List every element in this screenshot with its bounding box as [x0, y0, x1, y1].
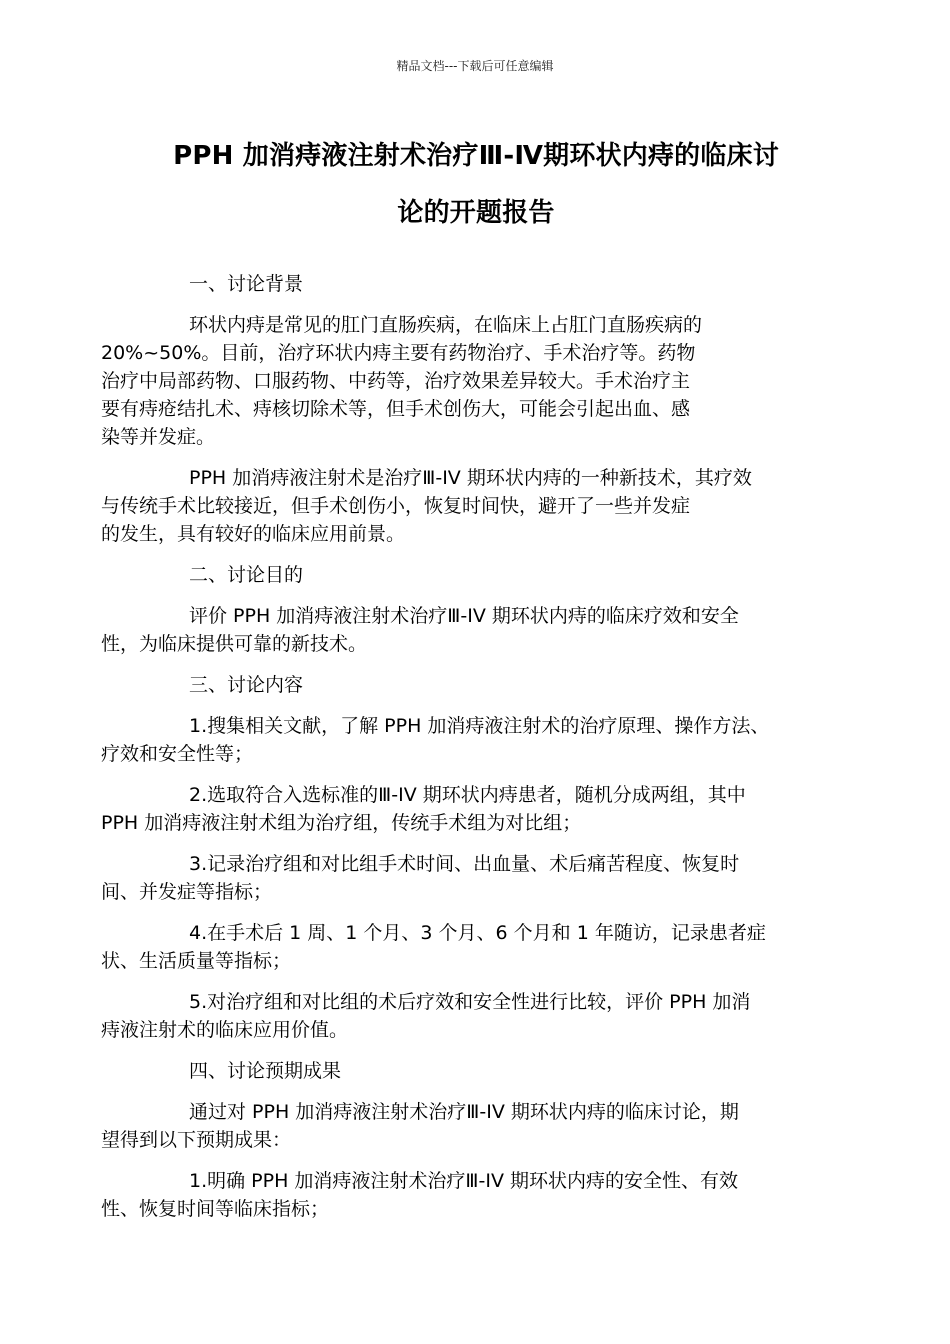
text-line: 间、并发症等指标； — [101, 881, 273, 903]
text-line: 与传统手术比较接近，但手术创伤小，恢复时间快，避开了一些并发症 — [101, 495, 691, 517]
document-title — [145, 128, 807, 242]
text-line: 性、恢复时间等临床指标； — [101, 1198, 330, 1220]
text-line: 治疗中局部药物、口服药物、中药等，治疗效果差异较大。手术治疗主 — [101, 370, 691, 392]
header-note: 精品文档---下载后可任意编辑 — [396, 59, 554, 73]
text-line: 通过对 PPH 加消痔液注射术治疗Ⅲ-IV 期环状内痔的临床讨论，期 — [189, 1101, 739, 1123]
section-heading-content: 三、讨论内容 — [189, 674, 304, 696]
text-line: 疗效和安全性等； — [101, 743, 254, 765]
list-item-content-3 — [101, 850, 810, 906]
section-heading-background: 一、讨论背景 — [189, 273, 304, 295]
text-line: 2.选取符合入选标准的Ⅲ-IV 期环状内痔患者，随机分成两组，其中 — [189, 784, 746, 806]
paragraph-background-2 — [101, 464, 810, 548]
text-line: 3.记录治疗组和对比组手术时间、出血量、术后痛苦程度、恢复时 — [189, 853, 740, 875]
title-line-1: PPH 加消痔液注射术治疗Ⅲ-Ⅳ期环状内痔的临床讨 — [173, 141, 779, 171]
paragraph-purpose — [101, 602, 810, 658]
list-item-content-1 — [101, 712, 810, 768]
text-line: 1.明确 PPH 加消痔液注射术治疗Ⅲ-IV 期环状内痔的安全性、有效 — [189, 1170, 739, 1192]
text-line: 痔液注射术的临床应用价值。 — [101, 1019, 349, 1041]
title-line-2: 论的开题报告 — [397, 198, 555, 228]
text-line: 5.对治疗组和对比组的术后疗效和安全性进行比较，评价 PPH 加消 — [189, 991, 751, 1013]
list-item-expected-1 — [101, 1167, 810, 1223]
text-line: 染等并发症。 — [101, 426, 216, 448]
text-line: 要有痔疮结扎术、痔核切除术等，但手术创伤大，可能会引起出血、感 — [101, 398, 691, 420]
document-body — [101, 270, 810, 1236]
text-line: PPH 加消痔液注射术组为治疗组，传统手术组为对比组； — [101, 812, 582, 834]
text-line: 20%~50%。目前，治疗环状内痔主要有药物治疗、手术治疗等。药物 — [101, 342, 696, 364]
list-item-content-4 — [101, 919, 810, 975]
section-heading-purpose: 二、讨论目的 — [189, 564, 304, 586]
text-line: 性，为临床提供可靠的新技术。 — [101, 633, 368, 655]
list-item-content-5 — [101, 988, 810, 1044]
paragraph-expected-results — [101, 1098, 810, 1154]
text-line: 4.在手术后 1 周、1 个月、3 个月、6 个月和 1 年随访，记录患者症 — [189, 922, 766, 944]
paragraph-background-1 — [101, 311, 810, 451]
text-line: 1.搜集相关文献，了解 PPH 加消痔液注射术的治疗原理、操作方法、 — [189, 715, 770, 737]
text-line: 望得到以下预期成果： — [101, 1129, 292, 1151]
text-line: 状、生活质量等指标； — [101, 950, 292, 972]
text-line: 环状内痔是常见的肛门直肠疾病，在临床上占肛门直肠疾病的 — [189, 314, 703, 336]
text-line: 的发生，具有较好的临床应用前景。 — [101, 523, 406, 545]
list-item-content-2 — [101, 781, 810, 837]
text-line: 评价 PPH 加消痔液注射术治疗Ⅲ-IV 期环状内痔的临床疗效和安全 — [189, 605, 739, 627]
text-line: PPH 加消痔液注射术是治疗Ⅲ-IV 期环状内痔的一种新技术，其疗效 — [189, 467, 752, 489]
section-heading-expected-results: 四、讨论预期成果 — [189, 1060, 342, 1082]
